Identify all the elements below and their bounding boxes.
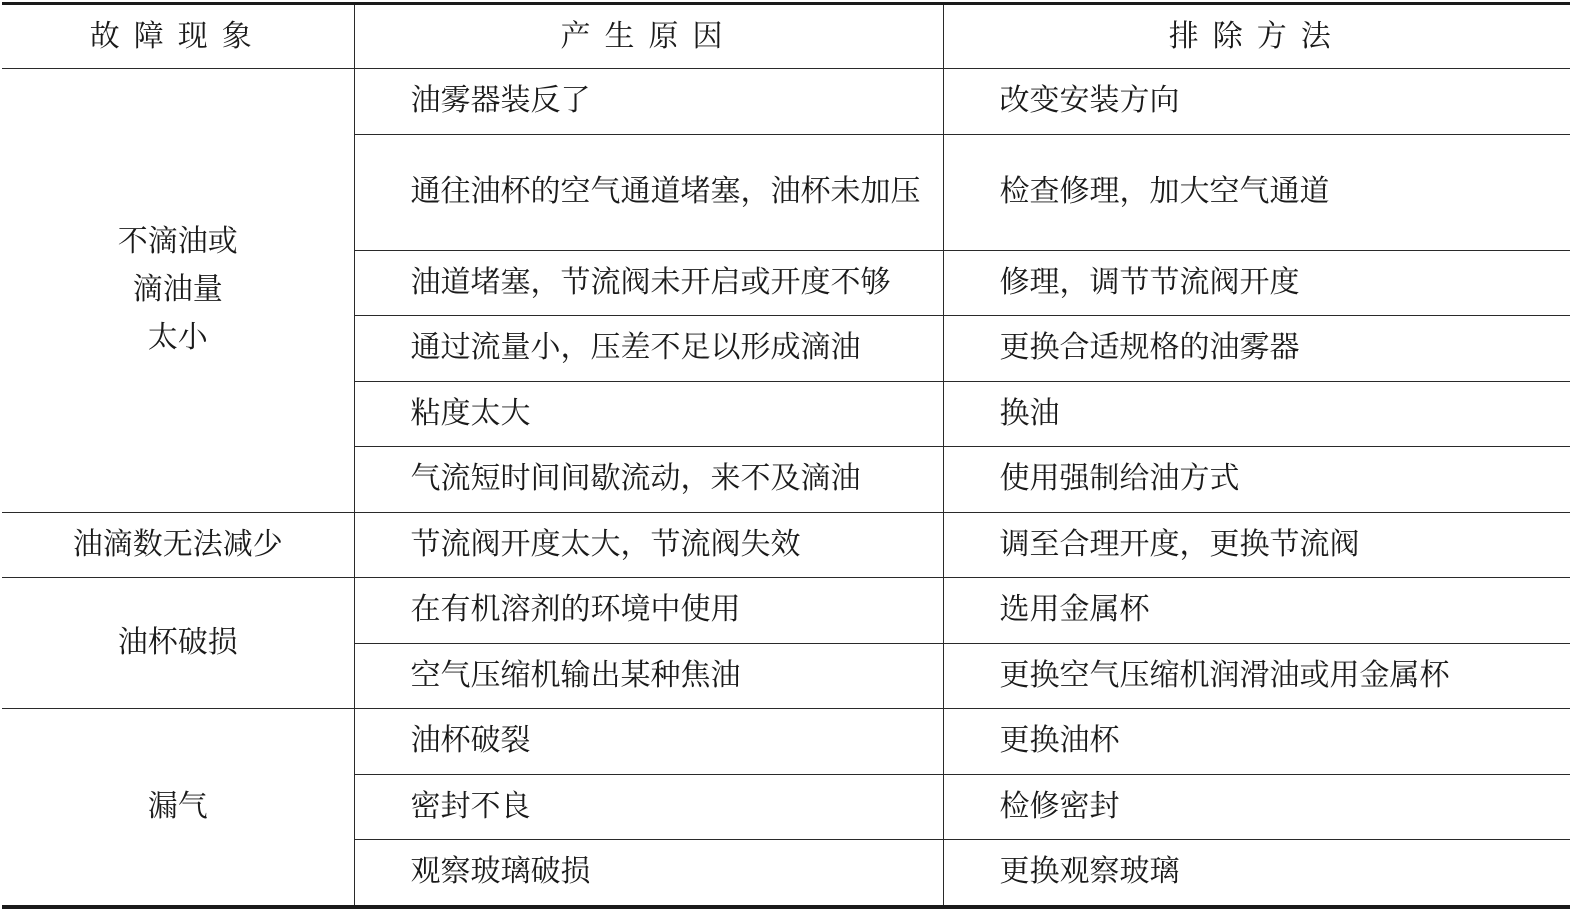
remedy-cell: 检查修理，加大空气通道 — [943, 134, 1570, 250]
header-remedy: 排除方法 — [943, 4, 1570, 69]
remedy-cell: 换油 — [943, 381, 1570, 447]
cause-cell: 通往油杯的空气通道堵塞，油杯未加压 — [354, 134, 943, 250]
remedy-cell: 改变安装方向 — [943, 69, 1570, 135]
cause-cell: 粘度太大 — [354, 381, 943, 447]
cause-cell: 观察玻璃破损 — [354, 840, 943, 907]
remedy-cell: 调至合理开度，更换节流阀 — [943, 512, 1570, 578]
remedy-cell: 更换空气压缩机润滑油或用金属杯 — [943, 643, 1570, 709]
troubleshooting-table — [2, 2, 1570, 909]
header-symptom: 故障现象 — [2, 4, 354, 69]
symptom-cell: 油杯破损 — [2, 578, 354, 709]
remedy-cell: 使用强制给油方式 — [943, 447, 1570, 513]
remedy-cell: 更换合适规格的油雾器 — [943, 316, 1570, 382]
cause-cell: 在有机溶剂的环境中使用 — [354, 578, 943, 644]
header-row — [2, 4, 1570, 69]
cause-cell: 油道堵塞，节流阀未开启或开度不够 — [354, 250, 943, 316]
cause-cell: 节流阀开度太大，节流阀失效 — [354, 512, 943, 578]
cause-cell: 油雾器装反了 — [354, 69, 943, 135]
remedy-cell: 检修密封 — [943, 774, 1570, 840]
table-row — [2, 709, 1570, 775]
table-row — [2, 69, 1570, 135]
cause-cell: 气流短时间间歇流动，来不及滴油 — [354, 447, 943, 513]
remedy-cell: 选用金属杯 — [943, 578, 1570, 644]
header-cause: 产生原因 — [354, 4, 943, 69]
cause-cell: 通过流量小，压差不足以形成滴油 — [354, 316, 943, 382]
remedy-cell: 更换油杯 — [943, 709, 1570, 775]
symptom-cell: 不滴油或 滴油量 太小 — [2, 69, 354, 513]
symptom-cell: 漏气 — [2, 709, 354, 907]
cause-cell: 密封不良 — [354, 774, 943, 840]
table-row — [2, 578, 1570, 644]
cause-cell: 油杯破裂 — [354, 709, 943, 775]
table-row — [2, 512, 1570, 578]
symptom-cell: 油滴数无法减少 — [2, 512, 354, 578]
cause-cell: 空气压缩机输出某种焦油 — [354, 643, 943, 709]
remedy-cell: 更换观察玻璃 — [943, 840, 1570, 907]
remedy-cell: 修理，调节节流阀开度 — [943, 250, 1570, 316]
